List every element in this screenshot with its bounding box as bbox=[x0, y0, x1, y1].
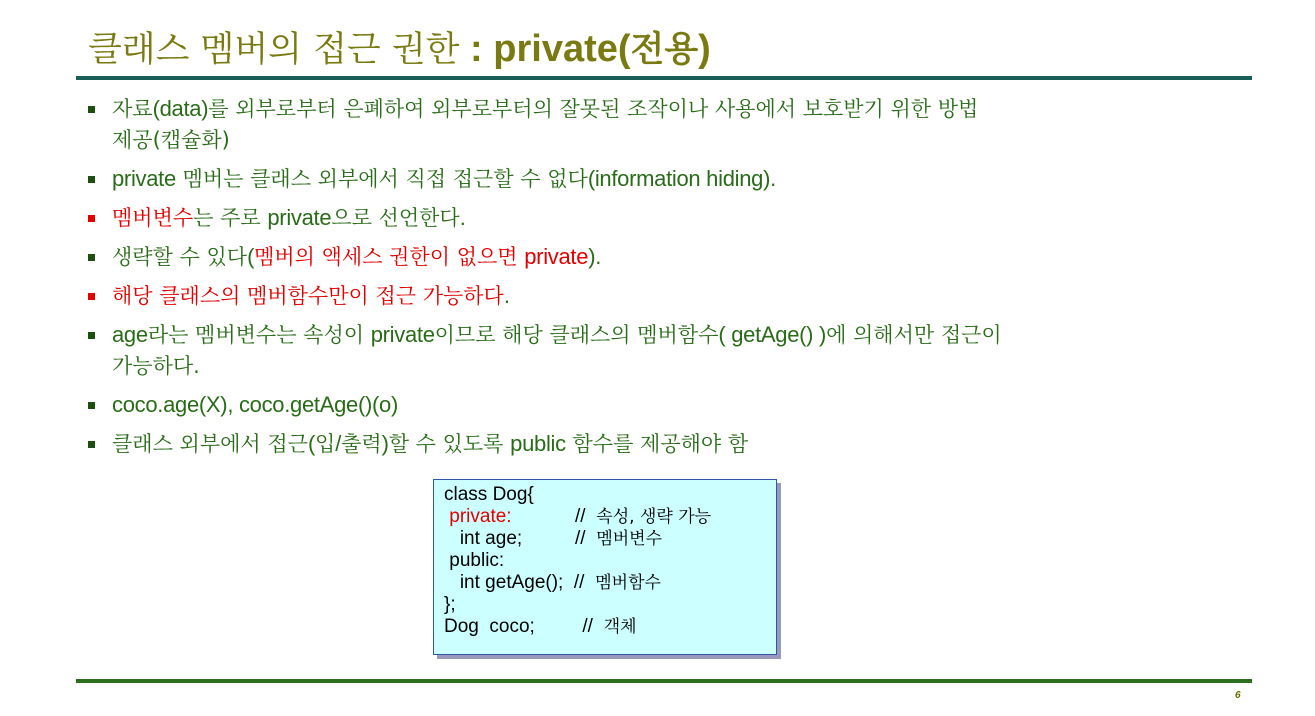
bullet-marker-icon bbox=[88, 332, 95, 339]
bullet-continuation: 제공(캡슐화) bbox=[112, 128, 230, 152]
code-text: class Dog{ bbox=[444, 484, 534, 505]
bullet-text-segment: private bbox=[370, 322, 435, 347]
bullet-text-segment: age bbox=[112, 322, 148, 347]
bullet-text-segment: 생략할 수 있다 bbox=[112, 245, 248, 269]
code-line bbox=[444, 616, 637, 638]
bullet-text-segment: ( getAge() ) bbox=[718, 322, 827, 347]
bullet-text-segment: 함수를 제공해야 함 bbox=[565, 432, 749, 456]
code-text: }; bbox=[444, 594, 456, 615]
title-prefix: 클래스 멤버의 접근 권한 bbox=[88, 30, 460, 70]
code-line bbox=[444, 550, 504, 572]
bullet-text-segment: 으로 선언한다 bbox=[331, 206, 460, 230]
bullet-text-segment: 입 bbox=[314, 432, 336, 456]
bullet-text-segment: coco.age(X), coco.getAge()(o) bbox=[112, 392, 398, 417]
title-keyword: private( bbox=[493, 28, 631, 70]
bullet-text-segment: 멤버의 액세스 권한이 없으면 bbox=[254, 245, 525, 269]
code-keyword: private: bbox=[444, 506, 575, 527]
title-close: ) bbox=[698, 28, 711, 70]
bullet-text-segment: ) bbox=[381, 431, 389, 456]
code-text: public: bbox=[444, 550, 505, 571]
code-comment: 멤버변수 bbox=[585, 529, 663, 549]
bullet-marker-icon bbox=[88, 215, 95, 222]
bullet-text-segment: 자료 bbox=[112, 97, 153, 121]
bullet-item bbox=[88, 163, 1228, 195]
bullet-item bbox=[88, 93, 1228, 156]
bullet-item bbox=[88, 202, 1228, 234]
bullet-continuation: 가능하다. bbox=[112, 354, 200, 378]
bullet-marker-icon bbox=[88, 176, 95, 183]
bullet-text-segment: 멤버는 클래스 외부에서 직접 접근할 수 없다 bbox=[175, 167, 588, 191]
bullet-item bbox=[88, 241, 1228, 273]
bullet-marker-icon bbox=[88, 106, 95, 113]
bullet-text-segment: 라는 멤버변수는 속성이 bbox=[147, 323, 371, 347]
code-line bbox=[444, 528, 662, 550]
code-text: int age; // bbox=[444, 528, 586, 549]
code-line bbox=[444, 572, 661, 594]
code-comment-marker: // bbox=[574, 506, 586, 527]
bullet-text-segment: . bbox=[503, 283, 510, 308]
bullet-text-segment: 클래스 외부에서 접근 bbox=[112, 432, 308, 456]
bullet-text-segment: 출력 bbox=[341, 432, 382, 456]
bullet-marker-icon bbox=[88, 441, 95, 448]
bullet-text-segment: 에 의해서만 접근이 bbox=[826, 323, 1002, 347]
bullet-text-segment: ( bbox=[247, 244, 255, 269]
bullet-text-segment: private bbox=[112, 166, 176, 191]
bullet-text-segment: 를 외부로부터 은폐하여 외부로부터의 잘못된 조작이나 사용에서 보호받기 위한 방법 bbox=[208, 97, 979, 121]
bullet-text-segment: . bbox=[459, 205, 466, 230]
title-underline bbox=[76, 76, 1252, 80]
bullet-list bbox=[88, 93, 1228, 467]
bullet-text-segment: / bbox=[335, 431, 342, 456]
code-line bbox=[444, 594, 456, 616]
code-comment: 객체 bbox=[592, 617, 637, 637]
code-text: int getAge(); // bbox=[444, 572, 585, 593]
footer-rule bbox=[76, 679, 1252, 683]
bullet-text-segment: (data) bbox=[152, 96, 209, 121]
bullet-marker-icon bbox=[88, 254, 95, 261]
bullet-text-segment: private bbox=[524, 244, 589, 269]
bullet-item bbox=[88, 428, 1228, 460]
bullet-text-segment: public bbox=[510, 431, 566, 456]
bullet-item bbox=[88, 389, 1228, 421]
bullet-text-segment: ( bbox=[307, 431, 315, 456]
code-line bbox=[444, 484, 534, 506]
code-comment: 속성, 생략 가능 bbox=[585, 507, 712, 527]
bullet-text-segment: 멤버변수 bbox=[112, 206, 194, 230]
bullet-text-segment: 할 수 있도록 bbox=[388, 432, 511, 456]
title-korean: 전용 bbox=[630, 30, 699, 70]
code-text bbox=[444, 506, 586, 527]
bullet-marker-icon bbox=[88, 293, 95, 300]
bullet-text-segment: 이므로 해당 클래스의 멤버함수 bbox=[434, 323, 719, 347]
code-line bbox=[444, 506, 711, 528]
code-box bbox=[433, 479, 777, 655]
bullet-text-segment: (information hiding). bbox=[587, 166, 776, 191]
bullet-text-segment: ). bbox=[588, 244, 602, 269]
bullet-text-segment: 는 주로 bbox=[193, 206, 268, 230]
bullet-item bbox=[88, 319, 1228, 382]
bullet-text-segment: private bbox=[267, 205, 332, 230]
slide-title bbox=[88, 22, 711, 72]
code-text: Dog coco; // bbox=[444, 616, 593, 637]
bullet-text-segment: 해당 클래스의 멤버함수만이 접근 가능하다 bbox=[112, 284, 504, 308]
bullet-item bbox=[88, 280, 1228, 312]
code-comment: 멤버함수 bbox=[584, 573, 661, 593]
title-separator: : bbox=[459, 28, 494, 70]
page-number: 6 bbox=[1235, 690, 1241, 701]
bullet-marker-icon bbox=[88, 402, 95, 409]
